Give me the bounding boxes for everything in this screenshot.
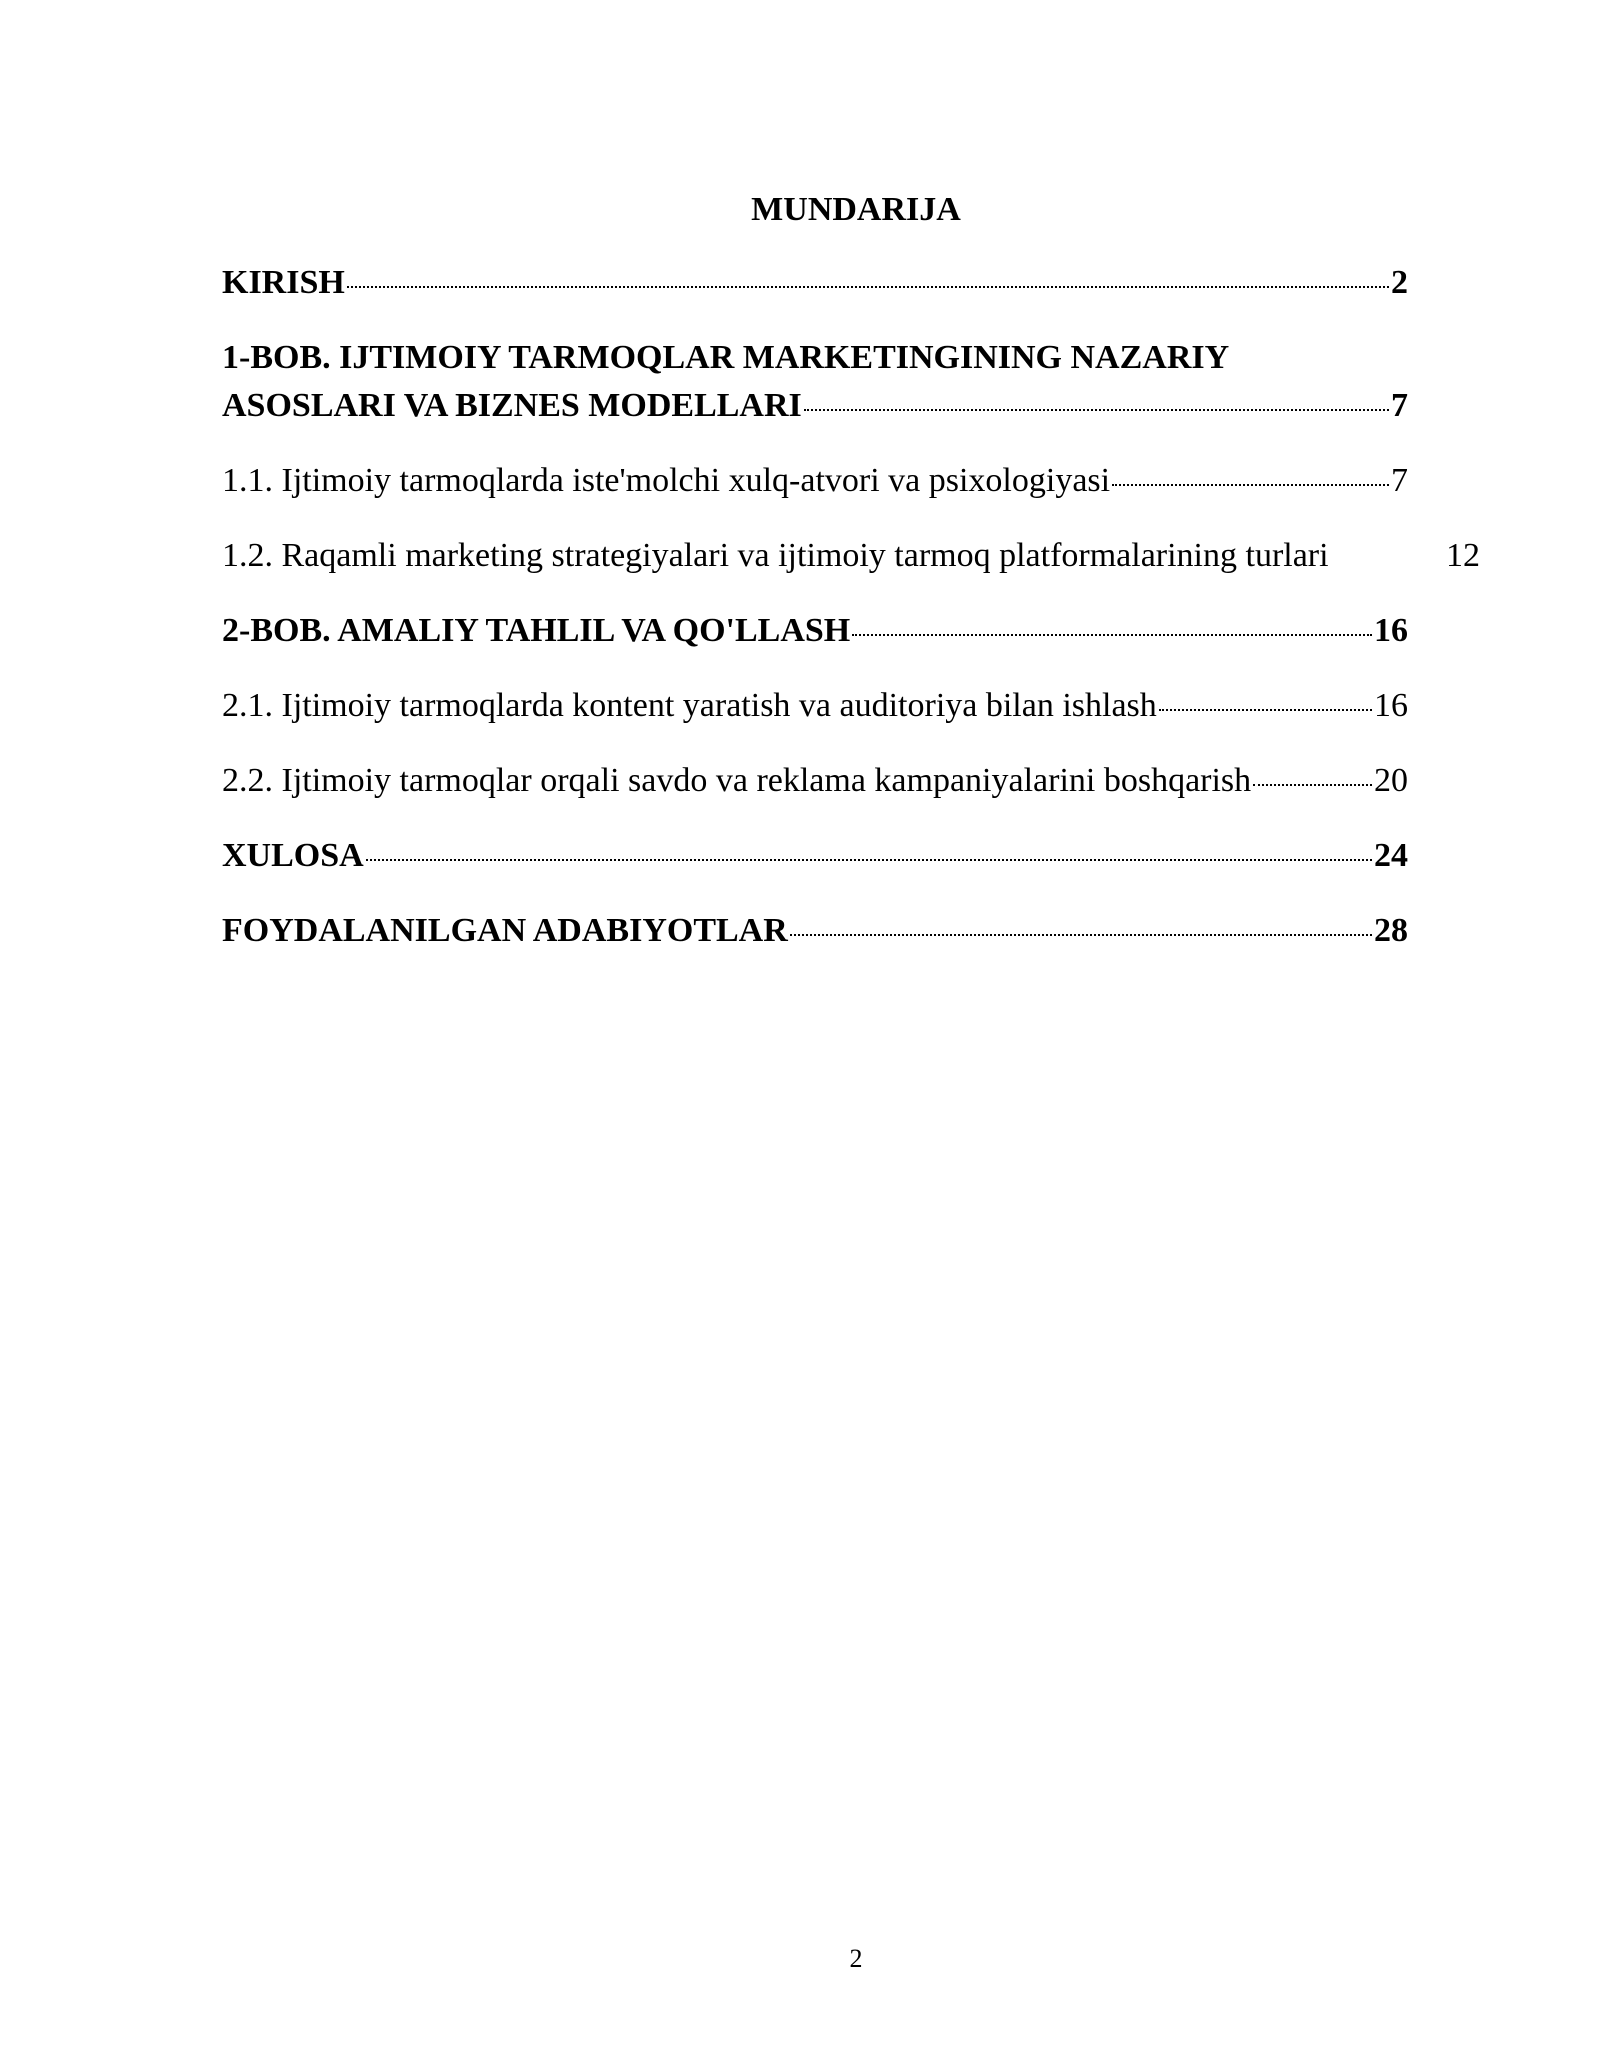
toc-entry-section-2-2[interactable] [222, 757, 1408, 805]
dot-leader [804, 409, 1389, 411]
toc-entry-title: 2.2. Ijtimoiy tarmoqlar orqali savdo va reklama kampaniyalarini boshqarish [222, 762, 1252, 799]
dot-leader [1253, 784, 1372, 786]
toc-entry-page: 16 [1374, 612, 1408, 649]
toc-entry-title: KIRISH [222, 264, 345, 301]
toc-entry-section-1-2[interactable] [222, 532, 1480, 580]
dot-leader [790, 934, 1372, 936]
toc-entry-title-line1: 1-BOB. IJTIMOIY TARMOQLAR MARKETINGINING NAZARIY [222, 339, 1230, 376]
toc-entry-page: 16 [1374, 687, 1408, 724]
toc-entry-title: 2.1. Ijtimoiy tarmoqlarda kontent yaratish va auditoriya bilan ishlash [222, 687, 1157, 724]
toc-entry-title: 1.2. Raqamli marketing strategiyalari va ijtimoiy tarmoq platformalarining turlari [222, 537, 1329, 574]
dot-leader [366, 859, 1372, 861]
toc-entry-page: 24 [1374, 837, 1408, 874]
toc-entry-page: 7 [1391, 462, 1408, 499]
toc-entry-page: 2 [1391, 264, 1408, 301]
dot-leader [852, 634, 1372, 636]
toc-entry-page: 20 [1374, 762, 1408, 799]
dot-leader [1112, 484, 1389, 486]
page-number: 2 [849, 1944, 863, 1973]
table-of-contents [222, 259, 1480, 982]
toc-entry-title: ASOSLARI VA BIZNES MODELLARI [222, 387, 802, 424]
toc-heading: MUNDARIJA [751, 191, 961, 228]
toc-entry-section-2-1[interactable] [222, 682, 1408, 730]
toc-entry-chapter-2[interactable] [222, 607, 1408, 655]
toc-entry-page: 12 [1446, 537, 1480, 574]
toc-entry-chapter-1[interactable] [222, 334, 1408, 430]
toc-entry-xulosa[interactable] [222, 832, 1408, 880]
toc-entry-title: FOYDALANILGAN ADABIYOTLAR [222, 912, 788, 949]
dot-leader [1159, 709, 1372, 711]
toc-entry-title: 1.1. Ijtimoiy tarmoqlarda iste'molchi xulq-atvori va psixologiyasi [222, 462, 1111, 499]
toc-entry-section-1-1[interactable] [222, 457, 1408, 505]
toc-entry-page: 28 [1374, 912, 1408, 949]
dot-leader [347, 286, 1389, 288]
toc-entry-references[interactable] [222, 907, 1408, 955]
toc-entry-title: XULOSA [222, 837, 364, 874]
toc-entry-page: 7 [1391, 387, 1408, 424]
toc-entry-title: 2-BOB. AMALIY TAHLIL VA QO'LLASH [222, 612, 851, 649]
toc-entry-kirish[interactable] [222, 259, 1408, 307]
